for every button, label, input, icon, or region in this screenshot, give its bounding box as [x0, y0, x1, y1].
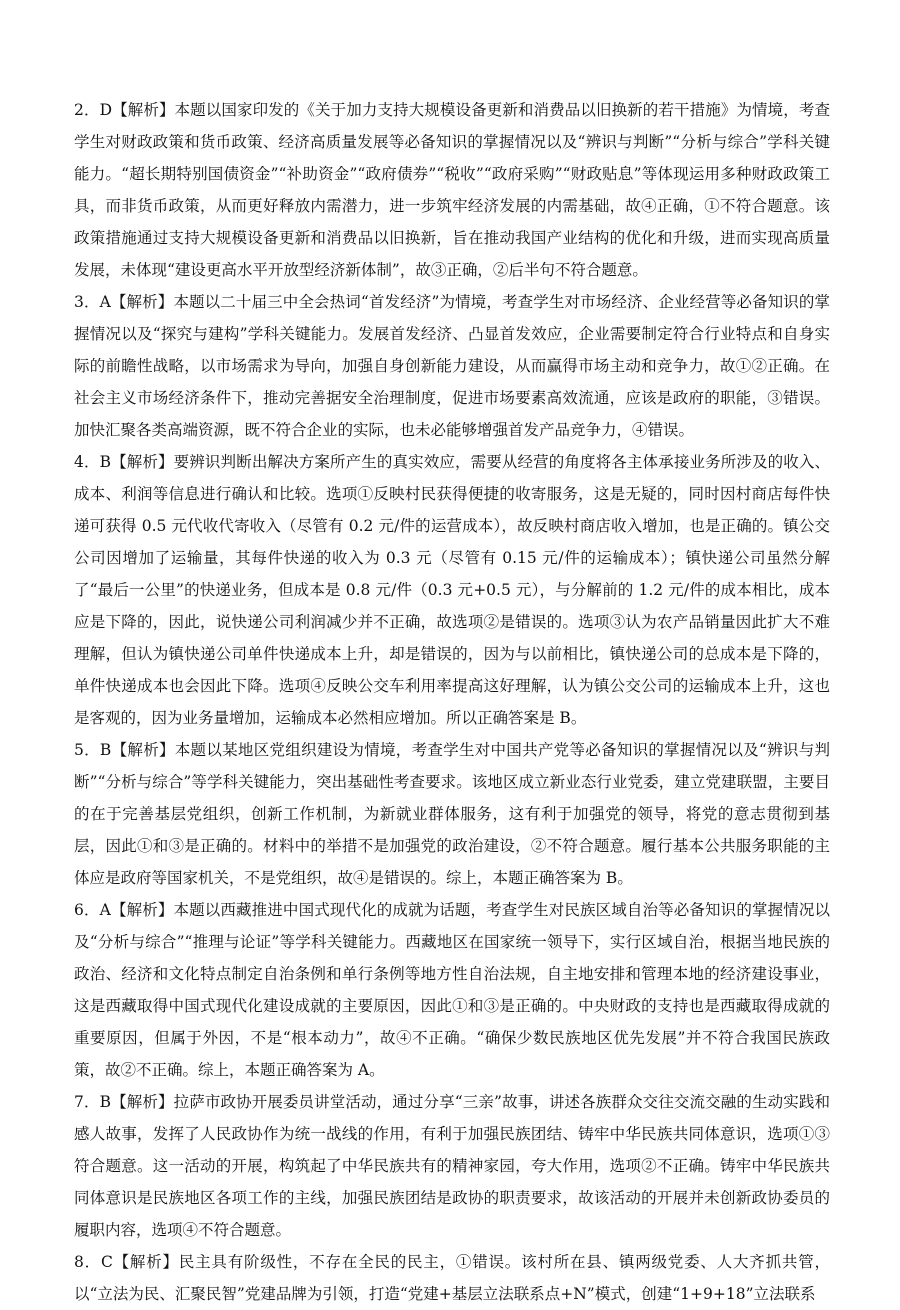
answer-8: [74, 1246, 830, 1310]
answer-5-head: 5．B【解析】: [74, 741, 175, 759]
answer-3: [74, 286, 830, 446]
answer-4-head: 4．B【解析】: [74, 453, 174, 471]
answer-4: [74, 446, 830, 734]
answer-3-text: 本题以二十届三中全会热词“首发经济”为情境，考查学生对市场经济、企业经营等必备知识的掌握情况以及“探究与建构”学科关键能力。发展首发经济、凸显首发效应，企业需要制定符合行业特点和自身实际的前瞻性战略，以市场需求为导向，加强自身创新能力建设，从而赢得市场主动和竞争力，故①②正确。在社会主义市场经济条件下，推动完善据安全治理制度，促进市场要素高效流通，应该是政府的职能，③错误。加快汇聚各类高端资源，既不符合企业的实际，也未必能够增强首发产品竞争力，④错误。: [74, 293, 830, 439]
answer-5-text: 本题以某地区党组织建设为情境，考查学生对中国共产党等必备知识的掌握情况以及“辨识与判断”“分析与综合”等学科关键能力，突出基础性考查要求。该地区成立新业态行业党委，建立党建联盟，主要目的在于完善基层党组织，创新工作机制，为新就业群体服务，这有利于加强党的领导，将党的意志贯彻到基层，因此①和③是正确的。材料中的举措不是加强党的政治建设，②不符合题意。履行基本公共服务职能的主体应是政府等国家机关，不是党组织，故④是错误的。综上，本题正确答案为 B。: [74, 741, 830, 887]
answer-7-head: 7．B【解析】: [74, 1093, 174, 1111]
answer-7-text: 拉萨市政协开展委员讲堂活动，通过分享“三亲”故事，讲述各族群众交往交流交融的生动实践和感人故事，发挥了人民政协作为统一战线的作用，有利于加强民族团结、铸牢中华民族共同体意识，选项①③符合题意。这一活动的开展，构筑起了中华民族共有的精神家园，夸大作用，选项②不正确。铸牢中华民族共同体意识是民族地区各项工作的主线，加强民族团结是政协的职责要求，故该活动的开展并未创新政协委员的履职内容，选项④不符合题意。: [74, 1093, 830, 1239]
answer-3-head: 3．A【解析】: [74, 293, 174, 311]
answer-6-text: 本题以西藏推进中国式现代化的成就为话题，考查学生对民族区域自治等必备知识的掌握情况以及“分析与综合”“推理与论证”等学科关键能力。西藏地区在国家统一领导下，实行区域自治，根据当地民族的政治、经济和文化特点制定自治条例和单行条例等地方性自治法规，自主地安排和管理本地的经济建设事业，这是西藏取得中国式现代化建设成就的主要原因，因此①和③是正确的。中央财政的支持也是西藏取得成就的重要原因，但属于外因，不是“根本动力”，故④不正确。“确保少数民族地区优先发展”并不符合我国民族政策，故②不正确。综上，本题正确答案为 A。: [74, 901, 830, 1079]
answer-2-head: 2．D【解析】: [74, 101, 175, 119]
answer-8-head: 8．C【解析】: [74, 1253, 179, 1271]
answer-6: [74, 894, 830, 1086]
answer-4-text: 要辨识判断出解决方案所产生的真实效应，需要从经营的角度将各主体承接业务所涉及的收入、成本、利润等信息进行确认和比较。选项①反映村民获得便捷的收寄服务，这是无疑的，同时因村商店每件快递可获得 0.5 元代收代寄收入（尽管有 0.2 元/件的运营成本），故反映村商店收入增加，也是正确的。镇公交公司因增加了运输量，其每件快递的收入为 0.3 元（尽管有 0.15 元/件的运输成本）；镇快递公司虽然分解了“最后一公里”的快递业务，但成本是 0.8 元/件（0.3 元+0.5 元），与分解前的 1.2 元/件的成本相比，成本应是下降的，因此，说快递公司利润减少并不正确，故选项②是错误的。选项③认为农产品销量因此扩大不难理解，但认为镇快递公司单件快递成本上升，却是错误的，因为与以前相比，镇快递公司的总成本是下降的，单件快递成本也会因此下降。选项④反映公交车利用率提高这好理解，认为镇公交公司的运输成本上升，这也是客观的，因为业务量增加，运输成本必然相应增加。所以正确答案是 B。: [74, 453, 830, 727]
answer-7: [74, 1086, 830, 1246]
answer-5: [74, 734, 830, 894]
answer-2: [74, 94, 830, 286]
answer-8-text: 民主具有阶级性，不存在全民的民主，①错误。该村所在县、镇两级党委、人大齐抓共管，以“立法为民、汇聚民智”党建品牌为引领，打造“党建+基层立法联系点+N”模式，创建“1+9+18”立法联系: [74, 1253, 830, 1303]
answer-2-text: 本题以国家印发的《关于加力支持大规模设备更新和消费品以旧换新的若干措施》为情境，考查学生对财政政策和货币政策、经济高质量发展等必备知识的掌握情况以及“辨识与判断”“分析与综合”学科关键能力。“超长期特别国债资金”“补助资金”“政府债券”“税收”“政府采购”“财政贴息”等体现运用多种财政政策工具，而非货币政策，从而更好释放内需潜力，进一步筑牢经济发展的内需基础，故④正确，①不符合题意。该政策措施通过支持大规模设备更新和消费品以旧换新，旨在推动我国产业结构的优化和升级，进而实现高质量发展，未体现“建设更高水平开放型经济新体制”，故③正确，②后半句不符合题意。: [74, 101, 830, 279]
answer-explanations: [74, 94, 830, 1310]
answer-6-head: 6．A【解析】: [74, 901, 174, 919]
